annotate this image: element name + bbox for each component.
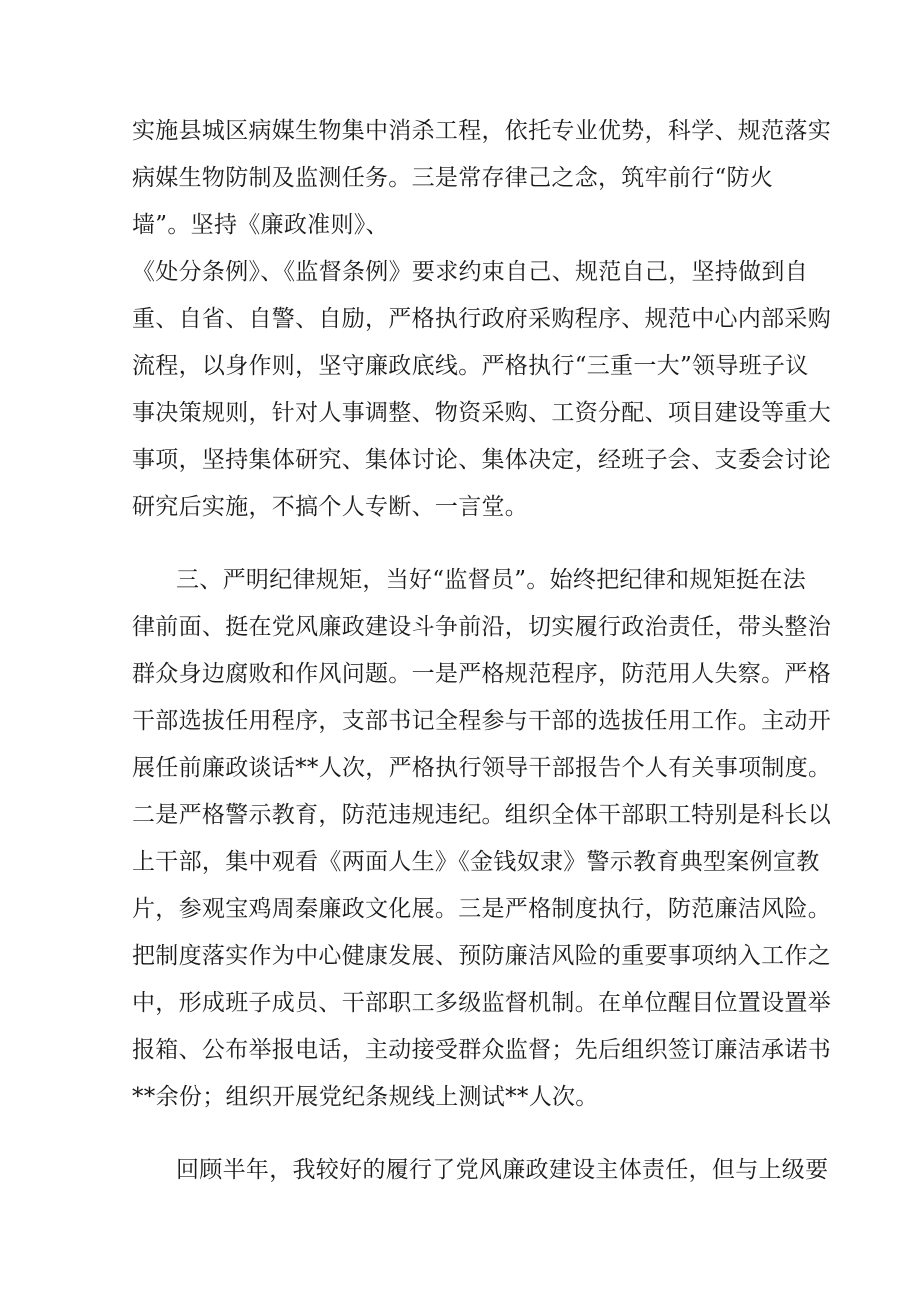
text-line: **余份；组织开展党纪条规线上测试**人次。 (132, 1084, 599, 1110)
text-line: 流程，以身作则，坚守廉政底线。严格执行“三重一大”领导班子议 (132, 353, 809, 379)
text-line: 片，参观宝鸡周秦廉政文化展。三是严格制度执行，防范廉洁风险。 (132, 896, 831, 922)
text-line: 二是严格警示教育，防范违规违纪。组织全体干部职工特别是科长以 (132, 802, 831, 828)
text-line: 展任前廉政谈话**人次，严格执行领导干部报告个人有关事项制度。 (132, 755, 832, 781)
text-line: 病媒生物防制及监测任务。三是常存律己之念，筑牢前行“防火 (132, 165, 774, 191)
text-line: 群众身边腐败和作风问题。一是严格规范程序，防范用人失察。严格 (132, 661, 831, 687)
text-line: 墙”。坚持《廉政准则》、 (132, 212, 389, 238)
text-line: 实施县城区病媒生物集中消杀工程，依托专业优势，科学、规范落实 (132, 118, 831, 144)
text-line: 事决策规则，针对人事调整、物资采购、工资分配、项目建设等重大 (132, 400, 831, 426)
text-line: 干部选拔任用程序，支部书记全程参与干部的选拔任用工作。主动开 (132, 708, 831, 734)
text-line: 重、自省、自警、自励，严格执行政府采购程序、规范中心内部采购 (132, 306, 831, 332)
text-line: 律前面、挺在党风廉政建设斗争前沿，切实履行政治责任，带头整治 (132, 614, 831, 640)
text-line: 上干部，集中观看《两面人生》《金钱奴隶》警示教育典型案例宣教 (132, 849, 820, 875)
section-heading-line: 三、严明纪律规矩，当好“监督员”。始终把纪律和规矩挺在法 (176, 567, 806, 593)
text-line: 中，形成班子成员、干部职工多级监督机制。在单位醒目位置设置举 (132, 990, 831, 1016)
text-line: 《处分条例》、《监督条例》要求约束自己、规范自己，坚持做到自 (132, 259, 808, 285)
text-line: 把制度落实作为中心健康发展、预防廉洁风险的重要事项纳入工作之 (132, 943, 831, 969)
text-line: 报箱、公布举报电话，主动接受群众监督；先后组织签订廉洁承诺书 (132, 1037, 831, 1063)
text-line: 研究后实施，不搞个人专断、一言堂。 (132, 494, 529, 520)
text-line: 事项，坚持集体研究、集体讨论、集体决定，经班子会、支委会讨论 (132, 447, 831, 473)
paragraph-start-line: 回顾半年，我较好的履行了党风廉政建设主体责任，但与上级要 (176, 1157, 829, 1183)
